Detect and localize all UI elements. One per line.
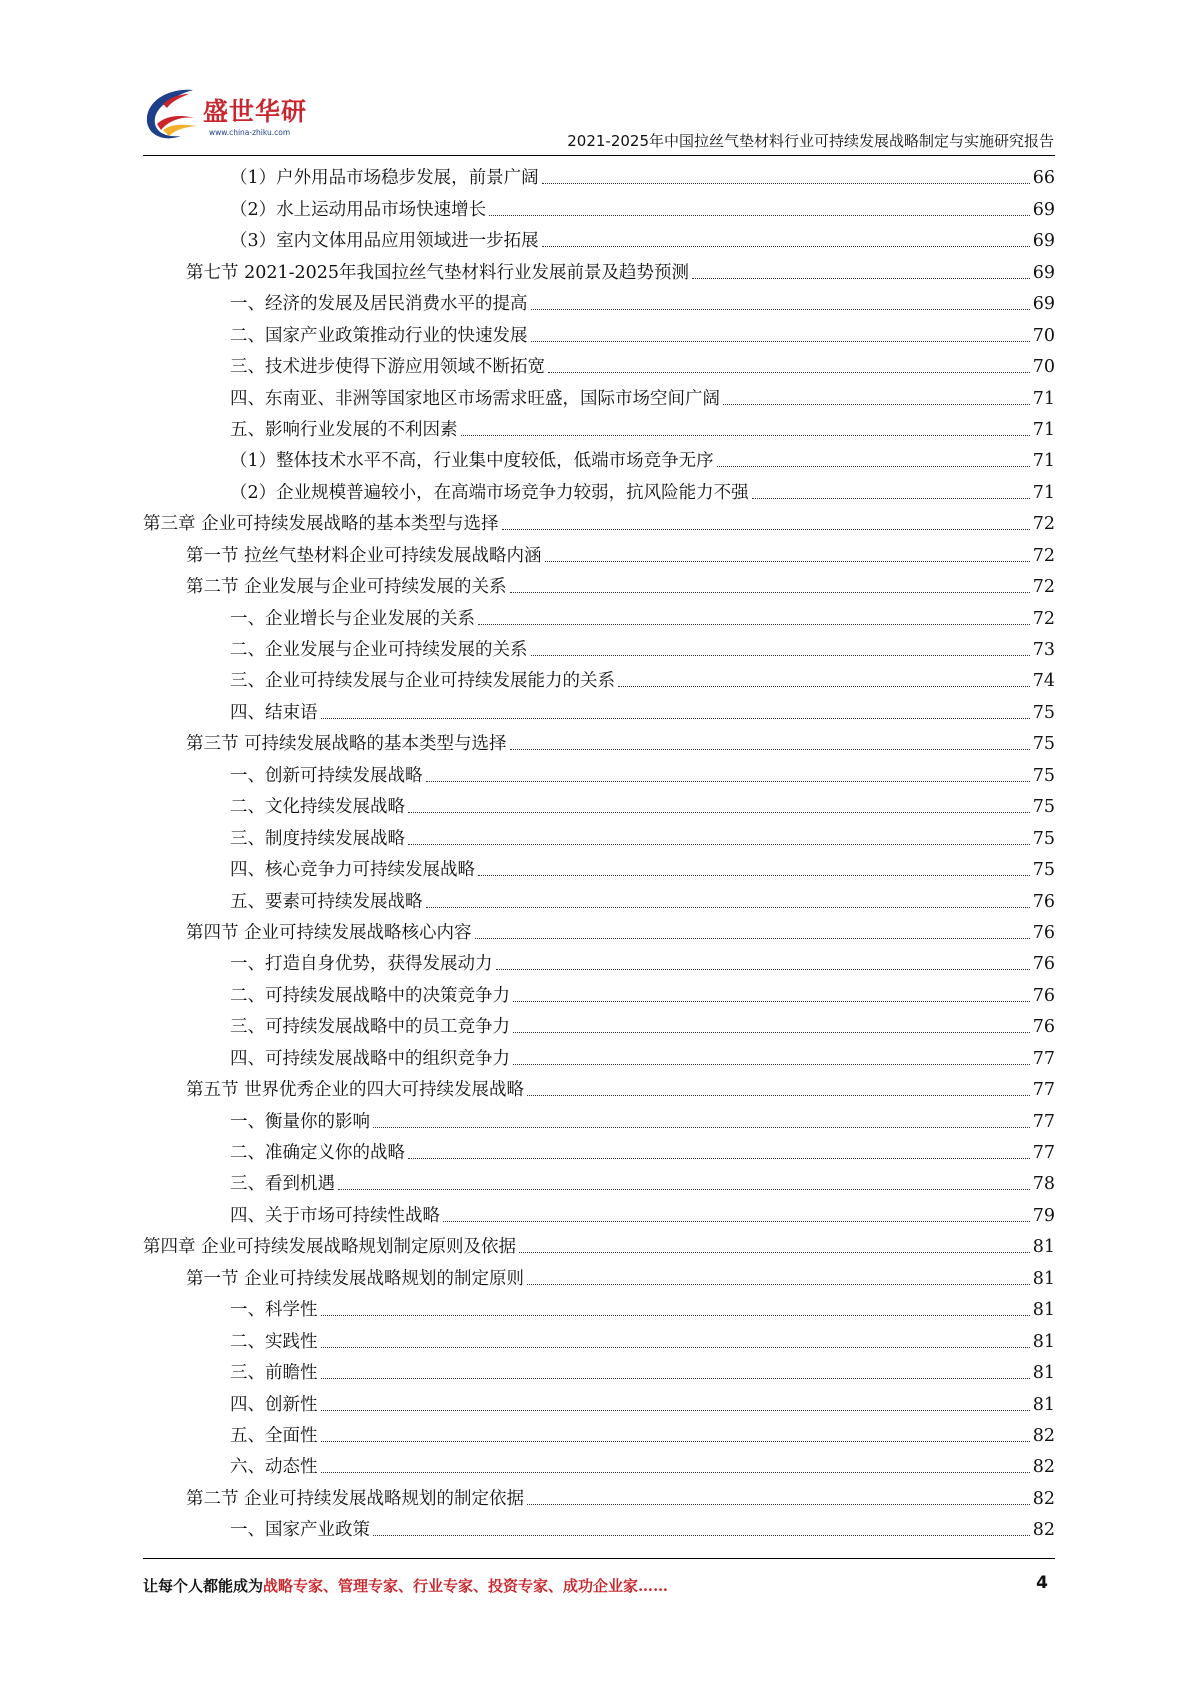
toc-entry-page: 72 — [1032, 608, 1055, 629]
toc-entry[interactable] — [143, 791, 1055, 822]
toc-entry[interactable] — [143, 948, 1055, 979]
toc-dot-leader — [545, 561, 1030, 562]
toc-dot-leader — [502, 529, 1030, 530]
toc-entry[interactable] — [143, 162, 1055, 193]
toc-entry[interactable] — [143, 414, 1055, 445]
toc-entry-label: 第七节 2021-2025年我国拉丝气垫材料行业发展前景及趋势预测 — [186, 262, 690, 283]
toc-entry-label: 四、核心竞争力可持续发展战略 — [230, 860, 475, 881]
toc-entry-label: 三、可持续发展战略中的员工竞争力 — [230, 1017, 510, 1038]
toc-entry-page: 72 — [1032, 545, 1055, 566]
toc-entry-label: （1）整体技术水平不高，行业集中度较低，低端市场竞争无序 — [230, 451, 714, 472]
toc-entry-label: 二、国家产业政策推动行业的快速发展 — [230, 325, 528, 346]
toc-entry-label: 第四章 企业可持续发展战略规划制定原则及依据 — [143, 1237, 517, 1258]
toc-entry-page: 71 — [1032, 482, 1055, 503]
toc-dot-leader — [461, 435, 1030, 436]
toc-dot-leader — [618, 686, 1030, 687]
report-title: 2021-2025年中国拉丝气垫材料行业可持续发展战略制定与实施研究报告 — [567, 132, 1054, 150]
toc-entry[interactable] — [143, 822, 1055, 853]
toc-entry-label: 二、企业发展与企业可持续发展的关系 — [230, 640, 528, 660]
toc-entry-label: 第四节 企业可持续发展战略核心内容 — [186, 922, 472, 943]
toc-entry-page: 81 — [1032, 1237, 1055, 1258]
toc-entry-page: 82 — [1032, 1425, 1055, 1446]
toc-dot-leader — [723, 404, 1030, 405]
toc-entry-label: 三、制度持续发展战略 — [230, 828, 405, 849]
toc-entry-label: 一、国家产业政策 — [230, 1520, 370, 1541]
toc-entry[interactable] — [143, 1451, 1055, 1482]
toc-dot-leader — [717, 466, 1030, 467]
toc-entry-page: 75 — [1032, 765, 1055, 786]
toc-entry[interactable] — [143, 445, 1055, 476]
toc-dot-leader — [527, 1095, 1030, 1096]
toc-entry-page: 77 — [1032, 1080, 1055, 1101]
toc-dot-leader — [513, 1032, 1030, 1033]
toc-entry[interactable] — [143, 854, 1055, 885]
toc-entry[interactable] — [143, 225, 1055, 256]
toc-entry-page: 75 — [1032, 702, 1055, 723]
toc-entry[interactable] — [143, 508, 1055, 539]
toc-dot-leader — [519, 1252, 1030, 1253]
toc-entry-label: 一、衡量你的影响 — [230, 1111, 370, 1132]
toc-dot-leader — [478, 875, 1030, 876]
toc-entry-page: 81 — [1032, 1268, 1055, 1289]
toc-entry[interactable] — [143, 1325, 1055, 1356]
toc-entry-label: （2）水上运动用品市场快速增长 — [230, 199, 487, 220]
toc-entry[interactable] — [143, 288, 1055, 319]
toc-entry-label: 五、要素可持续发展战略 — [230, 891, 423, 912]
toc-entry-page: 70 — [1032, 325, 1055, 346]
toc-entry-label: 第一节 企业可持续发展战略规划的制定原则 — [186, 1268, 525, 1289]
toc-entry-label: 三、前瞻性 — [230, 1363, 318, 1384]
toc-entry-page: 71 — [1032, 419, 1055, 440]
swoosh-logo-icon — [143, 86, 205, 146]
toc-entry-page: 82 — [1032, 1488, 1055, 1509]
toc-entry-page: 66 — [1032, 168, 1055, 189]
slogan-highlight: 战略专家、管理专家、行业专家、投资专家、成功企业家…… — [263, 1577, 669, 1595]
toc-dot-leader — [408, 1158, 1030, 1159]
toc-entry-label: 一、创新可持续发展战略 — [230, 765, 423, 786]
toc-entry-label: （2）企业规模普遍较小，在高端市场竞争力较弱，抗风险能力不强 — [230, 482, 749, 503]
toc-entry[interactable] — [143, 1011, 1055, 1042]
toc-entry[interactable] — [143, 885, 1055, 916]
toc-entry-label: 四、东南亚、非洲等国家地区市场需求旺盛，国际市场空间广阔 — [230, 388, 720, 409]
toc-dot-leader — [426, 781, 1030, 782]
toc-dot-leader — [321, 718, 1030, 719]
toc-entry-page: 82 — [1032, 1457, 1055, 1478]
toc-dot-leader — [510, 592, 1030, 593]
brand-url: www.china-zhiku.com — [209, 128, 291, 137]
toc-entry[interactable] — [143, 319, 1055, 350]
toc-entry-label: 第五节 世界优秀企业的四大可持续发展战略 — [186, 1080, 525, 1101]
toc-entry-label: 二、准确定义你的战略 — [230, 1143, 405, 1163]
toc-entry-label: 第二节 企业可持续发展战略规划的制定依据 — [186, 1488, 525, 1509]
toc-dot-leader — [510, 749, 1030, 750]
toc-dot-leader — [692, 278, 1030, 279]
header-divider — [143, 155, 1055, 156]
toc-dot-leader — [443, 1221, 1030, 1222]
toc-dot-leader — [527, 1284, 1030, 1285]
toc-dot-leader — [408, 812, 1030, 813]
page-number: 4 — [1036, 1573, 1048, 1593]
toc-entry[interactable] — [143, 256, 1055, 287]
toc-entry-label: 二、可持续发展战略中的决策竞争力 — [230, 985, 510, 1006]
toc-dot-leader — [548, 372, 1030, 373]
toc-entry[interactable] — [143, 665, 1055, 696]
toc-entry[interactable] — [143, 1231, 1055, 1262]
toc-entry[interactable] — [143, 1482, 1055, 1513]
toc-dot-leader — [542, 183, 1030, 184]
toc-entry-label: 四、结束语 — [230, 702, 318, 723]
toc-entry-label: 五、影响行业发展的不利因素 — [230, 419, 458, 440]
toc-entry[interactable] — [143, 539, 1055, 570]
toc-entry[interactable] — [143, 1420, 1055, 1451]
table-of-contents — [143, 162, 1055, 1545]
toc-entry-page: 69 — [1032, 262, 1055, 283]
toc-entry-label: 四、可持续发展战略中的组织竞争力 — [230, 1048, 510, 1069]
toc-dot-leader — [489, 215, 1030, 216]
toc-entry-page: 75 — [1032, 797, 1055, 818]
toc-entry-label: 二、实践性 — [230, 1331, 318, 1352]
toc-dot-leader — [338, 1189, 1030, 1190]
toc-dot-leader — [408, 844, 1030, 845]
toc-entry-page: 71 — [1032, 451, 1055, 472]
toc-entry-page: 69 — [1032, 199, 1055, 220]
toc-entry-label: 一、经济的发展及居民消费水平的提高 — [230, 294, 528, 315]
toc-entry[interactable] — [143, 476, 1055, 507]
toc-entry-page: 77 — [1032, 1143, 1055, 1163]
toc-entry-page: 81 — [1032, 1300, 1055, 1321]
toc-entry-label: 三、技术进步使得下游应用领域不断拓宽 — [230, 357, 545, 378]
toc-dot-leader — [527, 1504, 1030, 1505]
toc-dot-leader — [426, 907, 1030, 908]
toc-dot-leader — [321, 1410, 1030, 1411]
toc-entry[interactable] — [143, 1105, 1055, 1136]
toc-entry-page: 75 — [1032, 828, 1055, 849]
toc-dot-leader — [513, 1064, 1030, 1065]
toc-entry[interactable] — [143, 193, 1055, 224]
toc-entry-page: 71 — [1032, 388, 1055, 409]
toc-dot-leader — [321, 1347, 1030, 1348]
toc-entry-page: 82 — [1032, 1520, 1055, 1541]
toc-entry-page: 74 — [1032, 671, 1055, 692]
toc-entry-page: 76 — [1032, 954, 1055, 975]
toc-entry-page: 81 — [1032, 1363, 1055, 1384]
toc-entry[interactable] — [143, 571, 1055, 602]
toc-entry-label: （3）室内文体用品应用领域进一步拓展 — [230, 231, 539, 252]
toc-entry-page: 81 — [1032, 1331, 1055, 1352]
toc-entry-label: 五、全面性 — [230, 1425, 318, 1446]
toc-entry-page: 72 — [1032, 514, 1055, 535]
page-header — [0, 0, 1191, 160]
toc-entry-page: 76 — [1032, 1017, 1055, 1038]
toc-dot-leader — [496, 969, 1030, 970]
toc-entry-label: 二、文化持续发展战略 — [230, 797, 405, 818]
brand-logo — [143, 86, 313, 148]
toc-entry[interactable] — [143, 351, 1055, 382]
toc-entry[interactable] — [143, 382, 1055, 413]
toc-entry-page: 76 — [1032, 891, 1055, 912]
toc-entry[interactable] — [143, 1262, 1055, 1293]
toc-entry[interactable] — [143, 1168, 1055, 1199]
toc-entry-label: 第二节 企业发展与企业可持续发展的关系 — [186, 577, 507, 598]
toc-entry[interactable] — [143, 759, 1055, 790]
brand-name: 盛世华研 — [203, 97, 308, 126]
toc-entry[interactable] — [143, 1294, 1055, 1325]
toc-entry-page: 70 — [1032, 357, 1055, 378]
toc-dot-leader — [752, 498, 1030, 499]
toc-dot-leader — [531, 309, 1030, 310]
toc-entry-label: 一、打造自身优势，获得发展动力 — [230, 954, 493, 975]
toc-entry-label: 六、动态性 — [230, 1457, 318, 1478]
toc-dot-leader — [321, 1315, 1030, 1316]
toc-dot-leader — [321, 1441, 1030, 1442]
toc-entry[interactable] — [143, 1199, 1055, 1230]
toc-entry-page: 78 — [1032, 1174, 1055, 1195]
toc-entry-page: 69 — [1032, 231, 1055, 252]
footer-divider — [143, 1558, 1055, 1559]
toc-entry-label: 三、看到机遇 — [230, 1174, 335, 1195]
toc-entry-page: 75 — [1032, 860, 1055, 881]
toc-dot-leader — [531, 341, 1030, 342]
toc-entry[interactable] — [143, 602, 1055, 633]
toc-entry[interactable] — [143, 1357, 1055, 1388]
toc-entry-label: （1）户外用品市场稳步发展，前景广阔 — [230, 168, 539, 189]
toc-entry-label: 一、科学性 — [230, 1300, 318, 1321]
toc-entry[interactable] — [143, 696, 1055, 727]
toc-entry-page: 76 — [1032, 922, 1055, 943]
toc-entry-page: 75 — [1032, 734, 1055, 755]
toc-entry[interactable] — [143, 1388, 1055, 1419]
toc-entry-page: 77 — [1032, 1111, 1055, 1132]
toc-dot-leader — [475, 938, 1030, 939]
toc-dot-leader — [513, 1001, 1030, 1002]
toc-entry-label: 一、企业增长与企业发展的关系 — [230, 608, 475, 629]
toc-dot-leader — [321, 1378, 1030, 1379]
toc-entry[interactable] — [143, 1042, 1055, 1073]
toc-entry[interactable] — [143, 979, 1055, 1010]
toc-entry-page: 76 — [1032, 985, 1055, 1006]
toc-entry-page: 73 — [1032, 640, 1055, 660]
toc-dot-leader — [478, 624, 1030, 625]
slogan-prefix: 让每个人都能成为 — [143, 1577, 264, 1595]
toc-dot-leader — [531, 655, 1030, 656]
toc-dot-leader — [321, 1472, 1030, 1473]
toc-entry-label: 第三节 可持续发展战略的基本类型与选择 — [186, 734, 507, 755]
toc-entry[interactable] — [143, 1137, 1055, 1168]
toc-entry-page: 79 — [1032, 1205, 1055, 1226]
toc-entry-page: 69 — [1032, 294, 1055, 315]
toc-entry[interactable] — [143, 1514, 1055, 1545]
footer-slogan — [143, 1575, 668, 1596]
toc-entry-page: 72 — [1032, 577, 1055, 598]
toc-entry-label: 三、企业可持续发展与企业可持续发展能力的关系 — [230, 671, 615, 692]
toc-entry-page: 77 — [1032, 1048, 1055, 1069]
toc-dot-leader — [373, 1535, 1030, 1536]
toc-dot-leader — [373, 1127, 1030, 1128]
toc-entry[interactable] — [143, 1074, 1055, 1105]
toc-entry-label: 第三章 企业可持续发展战略的基本类型与选择 — [143, 514, 499, 535]
toc-dot-leader — [542, 246, 1030, 247]
toc-entry-page: 81 — [1032, 1394, 1055, 1415]
toc-entry-label: 四、创新性 — [230, 1394, 318, 1415]
toc-entry[interactable] — [143, 917, 1055, 948]
toc-entry[interactable] — [143, 728, 1055, 759]
toc-entry[interactable] — [143, 634, 1055, 665]
toc-entry-label: 四、关于市场可持续性战略 — [230, 1205, 440, 1226]
toc-entry-label: 第一节 拉丝气垫材料企业可持续发展战略内涵 — [186, 545, 542, 566]
